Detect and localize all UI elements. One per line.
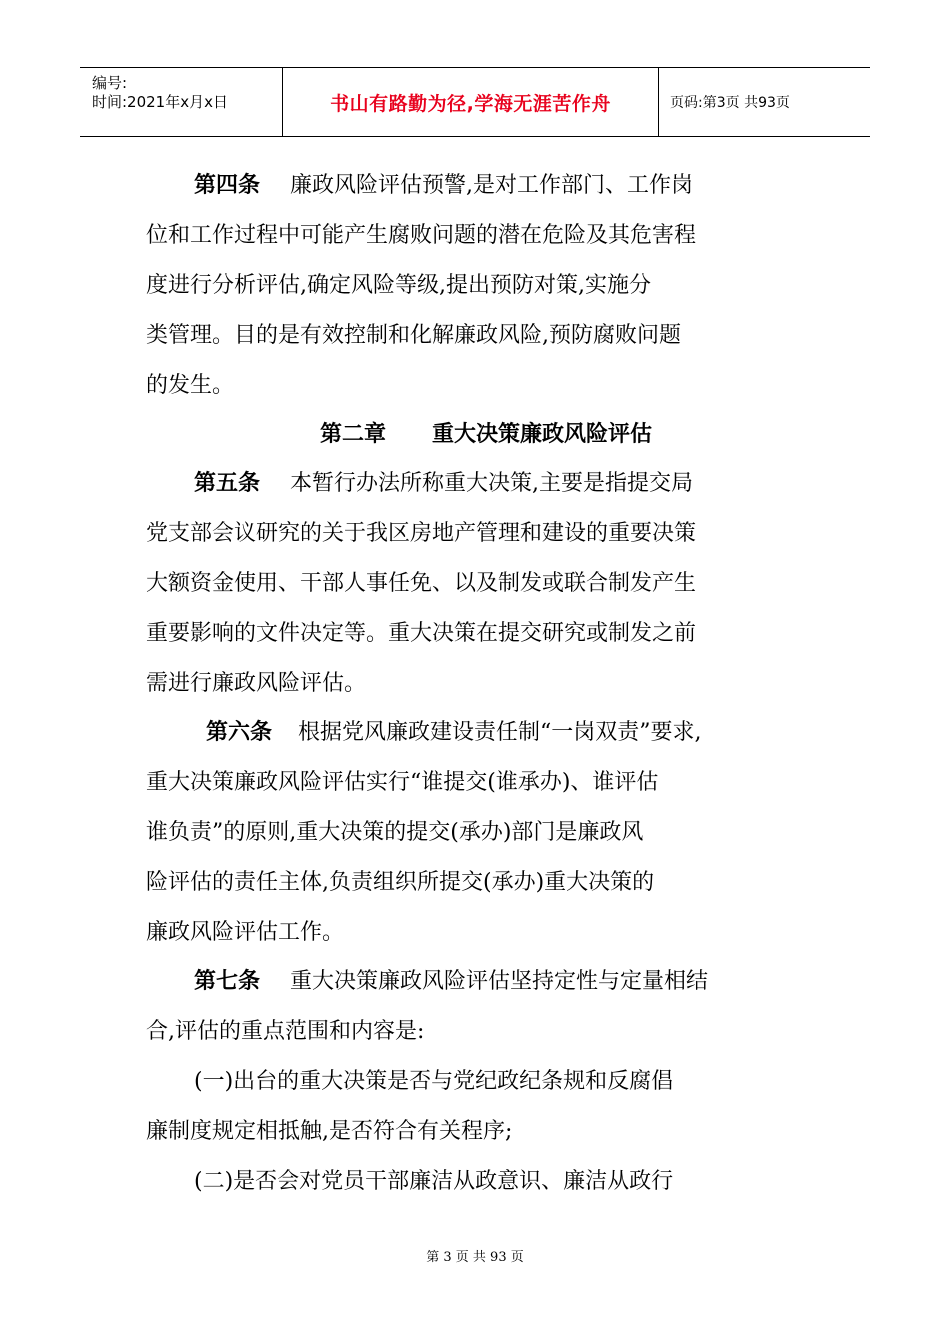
chapter-title: 第二章 重大决策廉政风险评估: [320, 422, 652, 447]
article-7-line: (一)出台的重大决策是否与党纪政纪条规和反腐倡: [194, 1069, 674, 1094]
article-4: [146, 161, 826, 411]
article-7-line: 廉制度规定相抵触,是否符合有关程序;: [146, 1119, 513, 1144]
article-6-line: 廉政风险评估工作。: [146, 920, 345, 945]
article-7-line: 重大决策廉政风险评估坚持定性与定量相结: [290, 969, 709, 994]
header-motto-cell: [283, 68, 659, 136]
article-4-line: 位和工作过程中可能产生腐败问题的潜在危险及其危害程: [146, 223, 697, 248]
time-label: 时间:2021年x月x日: [92, 93, 228, 111]
article-5-line: 需进行廉政风险评估。: [146, 671, 367, 696]
article-4-label: 第四条: [194, 173, 261, 198]
article-4-line: 类管理。目的是有效控制和化解廉政风险,预防腐败问题: [146, 323, 681, 348]
article-5: [146, 459, 826, 709]
article-7-line: 合,评估的重点范围和内容是:: [146, 1019, 425, 1044]
number-label: 编号:: [92, 74, 128, 92]
page-code: 页码:第3页 共93页: [670, 95, 790, 111]
header-meta-cell: [80, 68, 283, 136]
article-6-line: 根据党风廉政建设责任制“一岗双责”要求,: [298, 720, 702, 745]
article-7-label: 第七条: [194, 969, 261, 994]
article-7: [146, 957, 826, 1207]
article-6-line: 重大决策廉政风险评估实行“谁提交(谁承办)、谁评估: [146, 770, 659, 795]
article-4-line: 度进行分析评估,确定风险等级,提出预防对策,实施分: [146, 273, 651, 298]
page-footer: 第 3 页 共 93 页: [426, 1250, 524, 1265]
motto-text: 书山有路勤为径,学海无涯苦作舟: [330, 92, 611, 115]
article-4-line: 廉政风险评估预警,是对工作部门、工作岗: [290, 173, 694, 198]
article-5-line: 党支部会议研究的关于我区房地产管理和建设的重要决策: [146, 521, 697, 546]
article-5-line: 大额资金使用、干部人事任免、以及制发或联合制发产生: [146, 571, 697, 596]
article-6: [146, 708, 826, 958]
article-5-label: 第五条: [194, 471, 261, 496]
article-6-line: 险评估的责任主体,负责组织所提交(承办)重大决策的: [146, 870, 655, 895]
article-5-line: 本暂行办法所称重大决策,主要是指提交局: [290, 471, 694, 496]
article-6-line: 谁负责”的原则,重大决策的提交(承办)部门是廉政风: [146, 820, 644, 845]
article-7-line: (二)是否会对党员干部廉洁从政意识、廉洁从政行: [194, 1169, 674, 1194]
page-header: [80, 67, 870, 137]
article-4-line: 的发生。: [146, 373, 235, 398]
article-6-label: 第六条: [206, 720, 273, 745]
article-5-line: 重要影响的文件决定等。重大决策在提交研究或制发之前: [146, 621, 697, 646]
